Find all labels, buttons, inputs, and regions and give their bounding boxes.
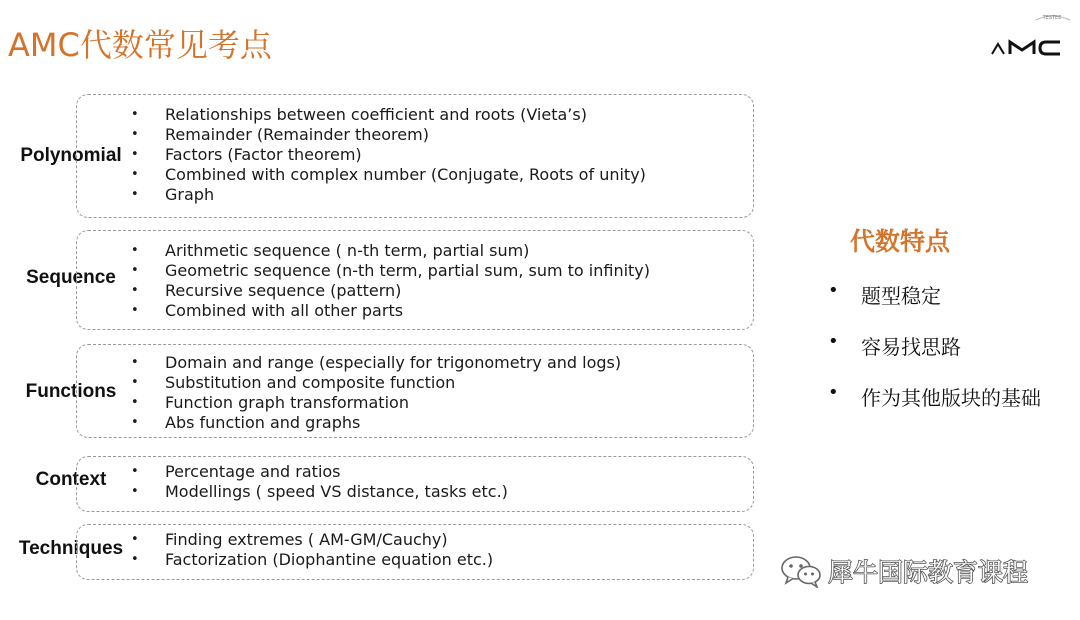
topic-list <box>165 530 493 570</box>
list-item: • Percentage and ratios <box>165 462 508 482</box>
list-item: • Factorization (Diophantine equation etc.) <box>165 550 493 570</box>
topic-label: Techniques <box>18 538 124 559</box>
features-list <box>828 280 1041 433</box>
feature-item: • 容易找思路 <box>828 331 1041 382</box>
topic-box <box>76 524 754 580</box>
topic-list <box>165 241 650 321</box>
list-item: • Combined with complex number (Conjugate, Roots of unity) <box>165 165 646 185</box>
topic-box <box>76 456 754 512</box>
slide-title: AMC代数常见考点 <box>8 26 272 64</box>
list-item: • Geometric sequence (n-th term, partial sum, sum to infinity) <box>165 261 650 281</box>
topic-label: Polynomial <box>20 145 122 166</box>
topic-list <box>165 462 508 502</box>
topic-label: Context <box>35 469 107 490</box>
list-item: • Recursive sequence (pattern) <box>165 281 650 301</box>
topic-row-context <box>0 456 760 512</box>
topic-list <box>165 105 646 205</box>
list-item: • Finding extremes ( AM-GM/Cauchy) <box>165 530 493 550</box>
list-item: • Combined with all other parts <box>165 301 650 321</box>
watermark-text: 犀牛国际教育课程 <box>828 558 1029 587</box>
list-item: • Abs function and graphs <box>165 413 621 433</box>
logo-a-mark <box>992 44 1004 54</box>
feature-item: • 题型稳定 <box>828 280 1041 331</box>
topic-row-polynomial <box>0 94 760 218</box>
list-item: • Factors (Factor theorem) <box>165 145 646 165</box>
logo-c-mark <box>1040 42 1060 54</box>
list-item: • Arithmetic sequence ( n-th term, partial sum) <box>165 241 650 261</box>
watermark <box>780 553 1028 589</box>
list-item: • Remainder (Remainder theorem) <box>165 125 646 145</box>
list-item: • Substitution and composite function <box>165 373 621 393</box>
topic-box <box>76 344 754 438</box>
topic-row-functions <box>0 344 760 438</box>
topic-box <box>76 94 754 218</box>
features-title: 代数特点 <box>850 227 951 256</box>
feature-item: • 作为其他版块的基础 <box>828 382 1041 433</box>
logo-arc-text: TESTEE <box>1042 15 1062 21</box>
list-item: • Function graph transformation <box>165 393 621 413</box>
topic-row-sequence <box>0 230 760 330</box>
amc-logo <box>986 8 1078 58</box>
topic-label: Functions <box>25 381 117 402</box>
list-item: • Graph <box>165 185 646 205</box>
wechat-icon <box>780 554 822 588</box>
list-item: • Domain and range (especially for trigonometry and logs) <box>165 353 621 373</box>
topic-label: Sequence <box>26 267 116 288</box>
topic-box <box>76 230 754 330</box>
logo-m-mark <box>1010 42 1034 54</box>
topic-list <box>165 353 621 433</box>
list-item: • Relationships between coefficient and roots (Vieta’s) <box>165 105 646 125</box>
list-item: • Modellings ( speed VS distance, tasks etc.) <box>165 482 508 502</box>
topic-row-techniques <box>0 524 760 580</box>
